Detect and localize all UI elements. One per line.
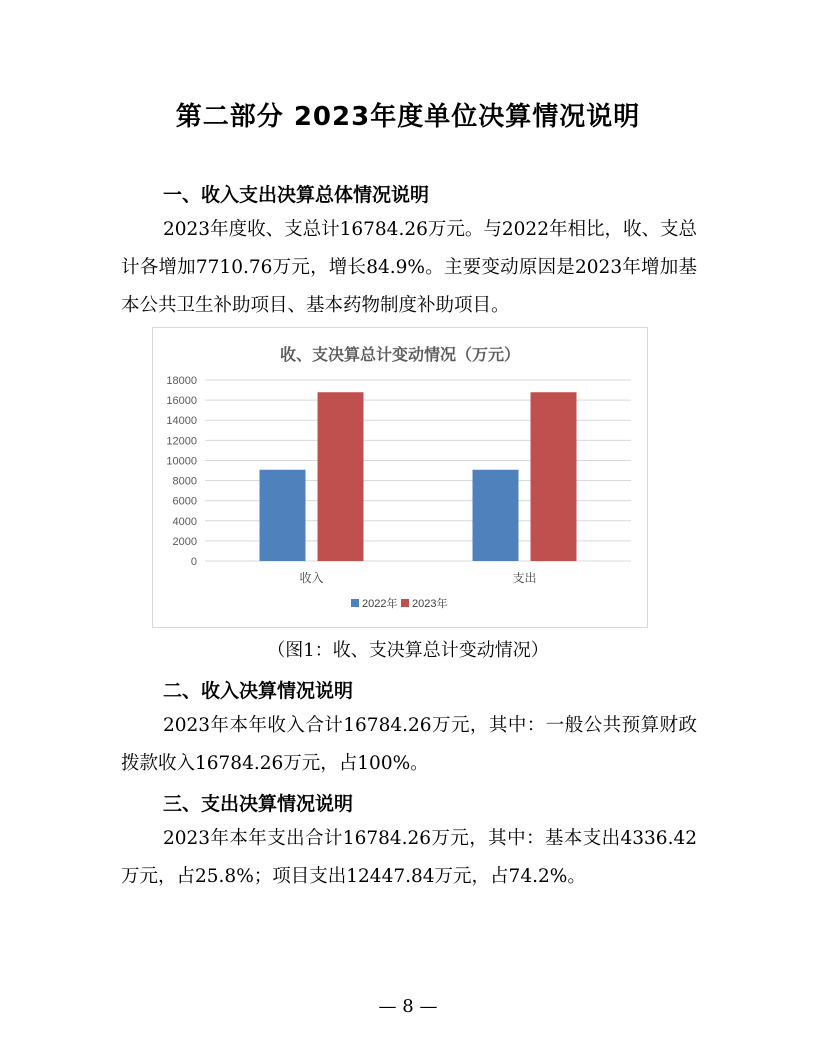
y-tick-label: 10000: [166, 455, 197, 468]
section-text-expenditure: 2023年本年支出合计16784.26万元，其中：基本支出4336.42万元，占25.8%；项目支出12447.84万元，占74.2%。: [121, 828, 697, 887]
bar-1-2: [318, 392, 364, 561]
bar-2-2: [531, 392, 577, 561]
y-tick-label: 12000: [166, 435, 197, 448]
bar-2-1: [473, 470, 519, 561]
y-tick-label: 2000: [172, 535, 197, 548]
bar-1-1: [260, 470, 306, 561]
y-tick-label: 0: [190, 556, 197, 568]
bar-chart: [153, 328, 647, 627]
section-text-overall: 2023年度收、支总计16784.26万元。与2022年相比，收、支总计各增加7710.76万元，增长84.9%。主要变动原因是2023年增加基本公共卫生补助项目、基本药物制度补助项目。: [121, 219, 697, 316]
legend-swatch-1: [351, 599, 359, 607]
y-tick-label: 16000: [166, 395, 197, 408]
section-heading-overall: 一、收入支出决算总体情况说明: [163, 184, 430, 206]
y-tick-label: 6000: [172, 495, 197, 508]
section-heading-expenditure: 三、支出决算情况说明: [163, 793, 354, 815]
x-tick-label: 收入: [299, 571, 324, 585]
page-title: 第二部分 2023年度单位决算情况说明: [175, 102, 641, 132]
x-tick-label: 支出: [512, 571, 537, 585]
chart-title: 收、支决算总计变动情况（万元）: [279, 345, 520, 364]
chart-container: [152, 327, 648, 628]
page-number: — 8 —: [378, 996, 438, 1017]
legend-label-2: 2023年: [412, 598, 448, 610]
y-tick-label: 14000: [166, 415, 197, 428]
section-text-income: 2023年本年收入合计16784.26万元，其中：一般公共预算财政拨款收入16784.26万元，占100%。: [121, 715, 697, 774]
legend-label-1: 2022年: [362, 598, 398, 610]
y-tick-label: 8000: [172, 475, 197, 488]
figure-caption: （图1：收、支决算总计变动情况）: [267, 640, 549, 661]
y-tick-label: 18000: [166, 375, 197, 387]
y-tick-label: 4000: [172, 515, 197, 528]
legend-swatch-2: [401, 599, 409, 607]
section-heading-income: 二、收入决算情况说明: [163, 680, 354, 702]
